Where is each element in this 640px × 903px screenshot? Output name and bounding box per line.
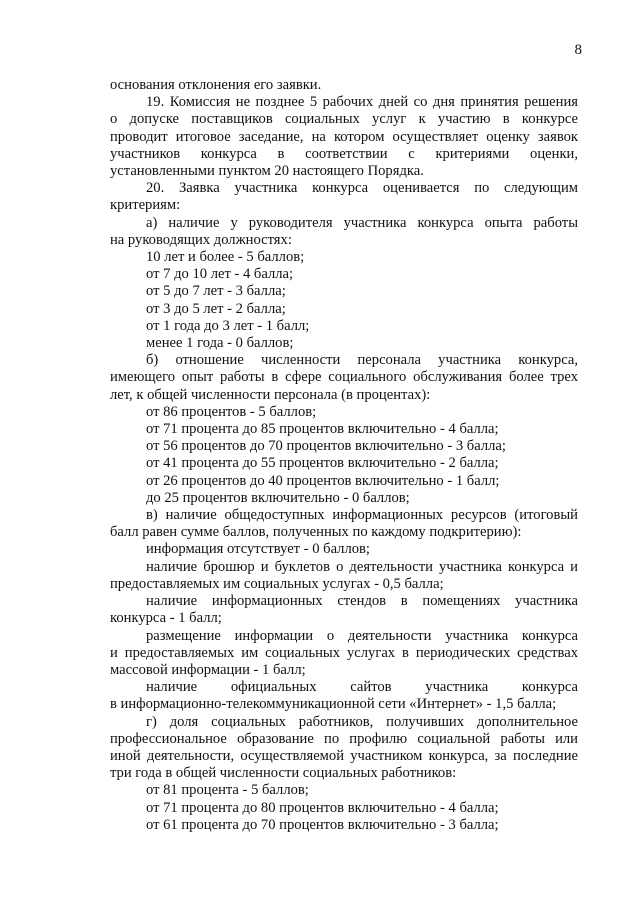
text-line: конкурса - 1 балл;: [110, 610, 222, 627]
list-item: от 5 до 7 лет - 3 балла;: [146, 283, 286, 300]
text-line: на руководящих должностях:: [110, 231, 292, 248]
text-line: массовой информации - 1 балл;: [110, 661, 306, 678]
document-body: [110, 77, 578, 834]
list-item: от 1 года до 3 лет - 1 балл;: [146, 317, 310, 334]
text-line: 20. Заявка участника конкурса оценивается по следующим: [146, 180, 578, 197]
list-item: от 81 процента - 5 баллов;: [146, 782, 309, 799]
text-line: наличие информационных стендов в помещениях участника: [146, 593, 578, 610]
list-item: от 7 до 10 лет - 4 балла;: [146, 266, 294, 283]
list-item: 10 лет и более - 5 баллов;: [146, 249, 305, 266]
text-line: имеющего опыт работы в сфере социального обслуживания более трех: [110, 369, 578, 386]
text-line: наличие официальных сайтов участника конкурса: [146, 679, 578, 696]
list-item: от 41 процента до 55 процентов включительно - 2 балла;: [146, 455, 499, 472]
page-number: 8: [574, 42, 582, 58]
text-line: о допуске поставщиков социальных услуг к участию в конкурсе: [110, 111, 578, 128]
list-item: от 71 процента до 80 процентов включительно - 4 балла;: [146, 799, 499, 816]
text-line: проводит итоговое заседание, на котором осуществляет оценку заявок: [110, 128, 578, 145]
list-item: информация отсутствует - 0 баллов;: [146, 541, 370, 558]
text-line: критериям:: [110, 197, 181, 214]
list-item: от 61 процента до 70 процентов включительно - 3 балла;: [146, 816, 499, 833]
text-line: балл равен сумме баллов, полученных по каждому подкритерию):: [110, 524, 522, 541]
text-line: а) наличие у руководителя участника конкурса опыта работы: [146, 214, 578, 231]
list-item: от 26 процентов до 40 процентов включительно - 1 балл;: [146, 472, 500, 489]
text-line: установленными пунктом 20 настоящего Порядка.: [110, 163, 424, 180]
text-line: иной деятельности, осуществляемой участником конкурса, за последние: [110, 747, 578, 764]
text-line: в) наличие общедоступных информационных ресурсов (итоговый: [146, 507, 578, 524]
list-item: от 3 до 5 лет - 2 балла;: [146, 300, 286, 317]
text-line: участников конкурса в соответствии с критериями оценки,: [110, 145, 578, 162]
list-item: от 86 процентов - 5 баллов;: [146, 403, 317, 420]
text-line: наличие брошюр и буклетов о деятельности участника конкурса и: [146, 558, 578, 575]
text-line: г) доля социальных работников, получивших дополнительное: [146, 713, 578, 730]
text-line: лет, к общей численности персонала (в процентах):: [110, 386, 431, 403]
text-line: в информационно-телекоммуникационной сети «Интернет» - 1,5 балла;: [110, 696, 557, 713]
text-line: б) отношение численности персонала участника конкурса,: [146, 352, 578, 369]
list-item: до 25 процентов включительно - 0 баллов;: [146, 489, 410, 506]
text-line: 19. Комиссия не позднее 5 рабочих дней со дня принятия решения: [146, 94, 578, 111]
list-item: от 56 процентов до 70 процентов включительно - 3 балла;: [146, 438, 506, 455]
list-item: менее 1 года - 0 баллов;: [146, 335, 294, 352]
text-line: и предоставляемых им социальных услугах в периодических средствах: [110, 644, 578, 661]
list-item: от 71 процента до 85 процентов включительно - 4 балла;: [146, 421, 499, 438]
text-line: основания отклонения его заявки.: [110, 77, 322, 93]
text-line: три года в общей численности социальных работников:: [110, 765, 457, 782]
text-line: профессиональное образование по профилю социальной работы или: [110, 730, 578, 747]
text-line: размещение информации о деятельности участника конкурса: [146, 627, 578, 644]
text-line: предоставляемых им социальных услугах - 0,5 балла;: [110, 575, 444, 592]
